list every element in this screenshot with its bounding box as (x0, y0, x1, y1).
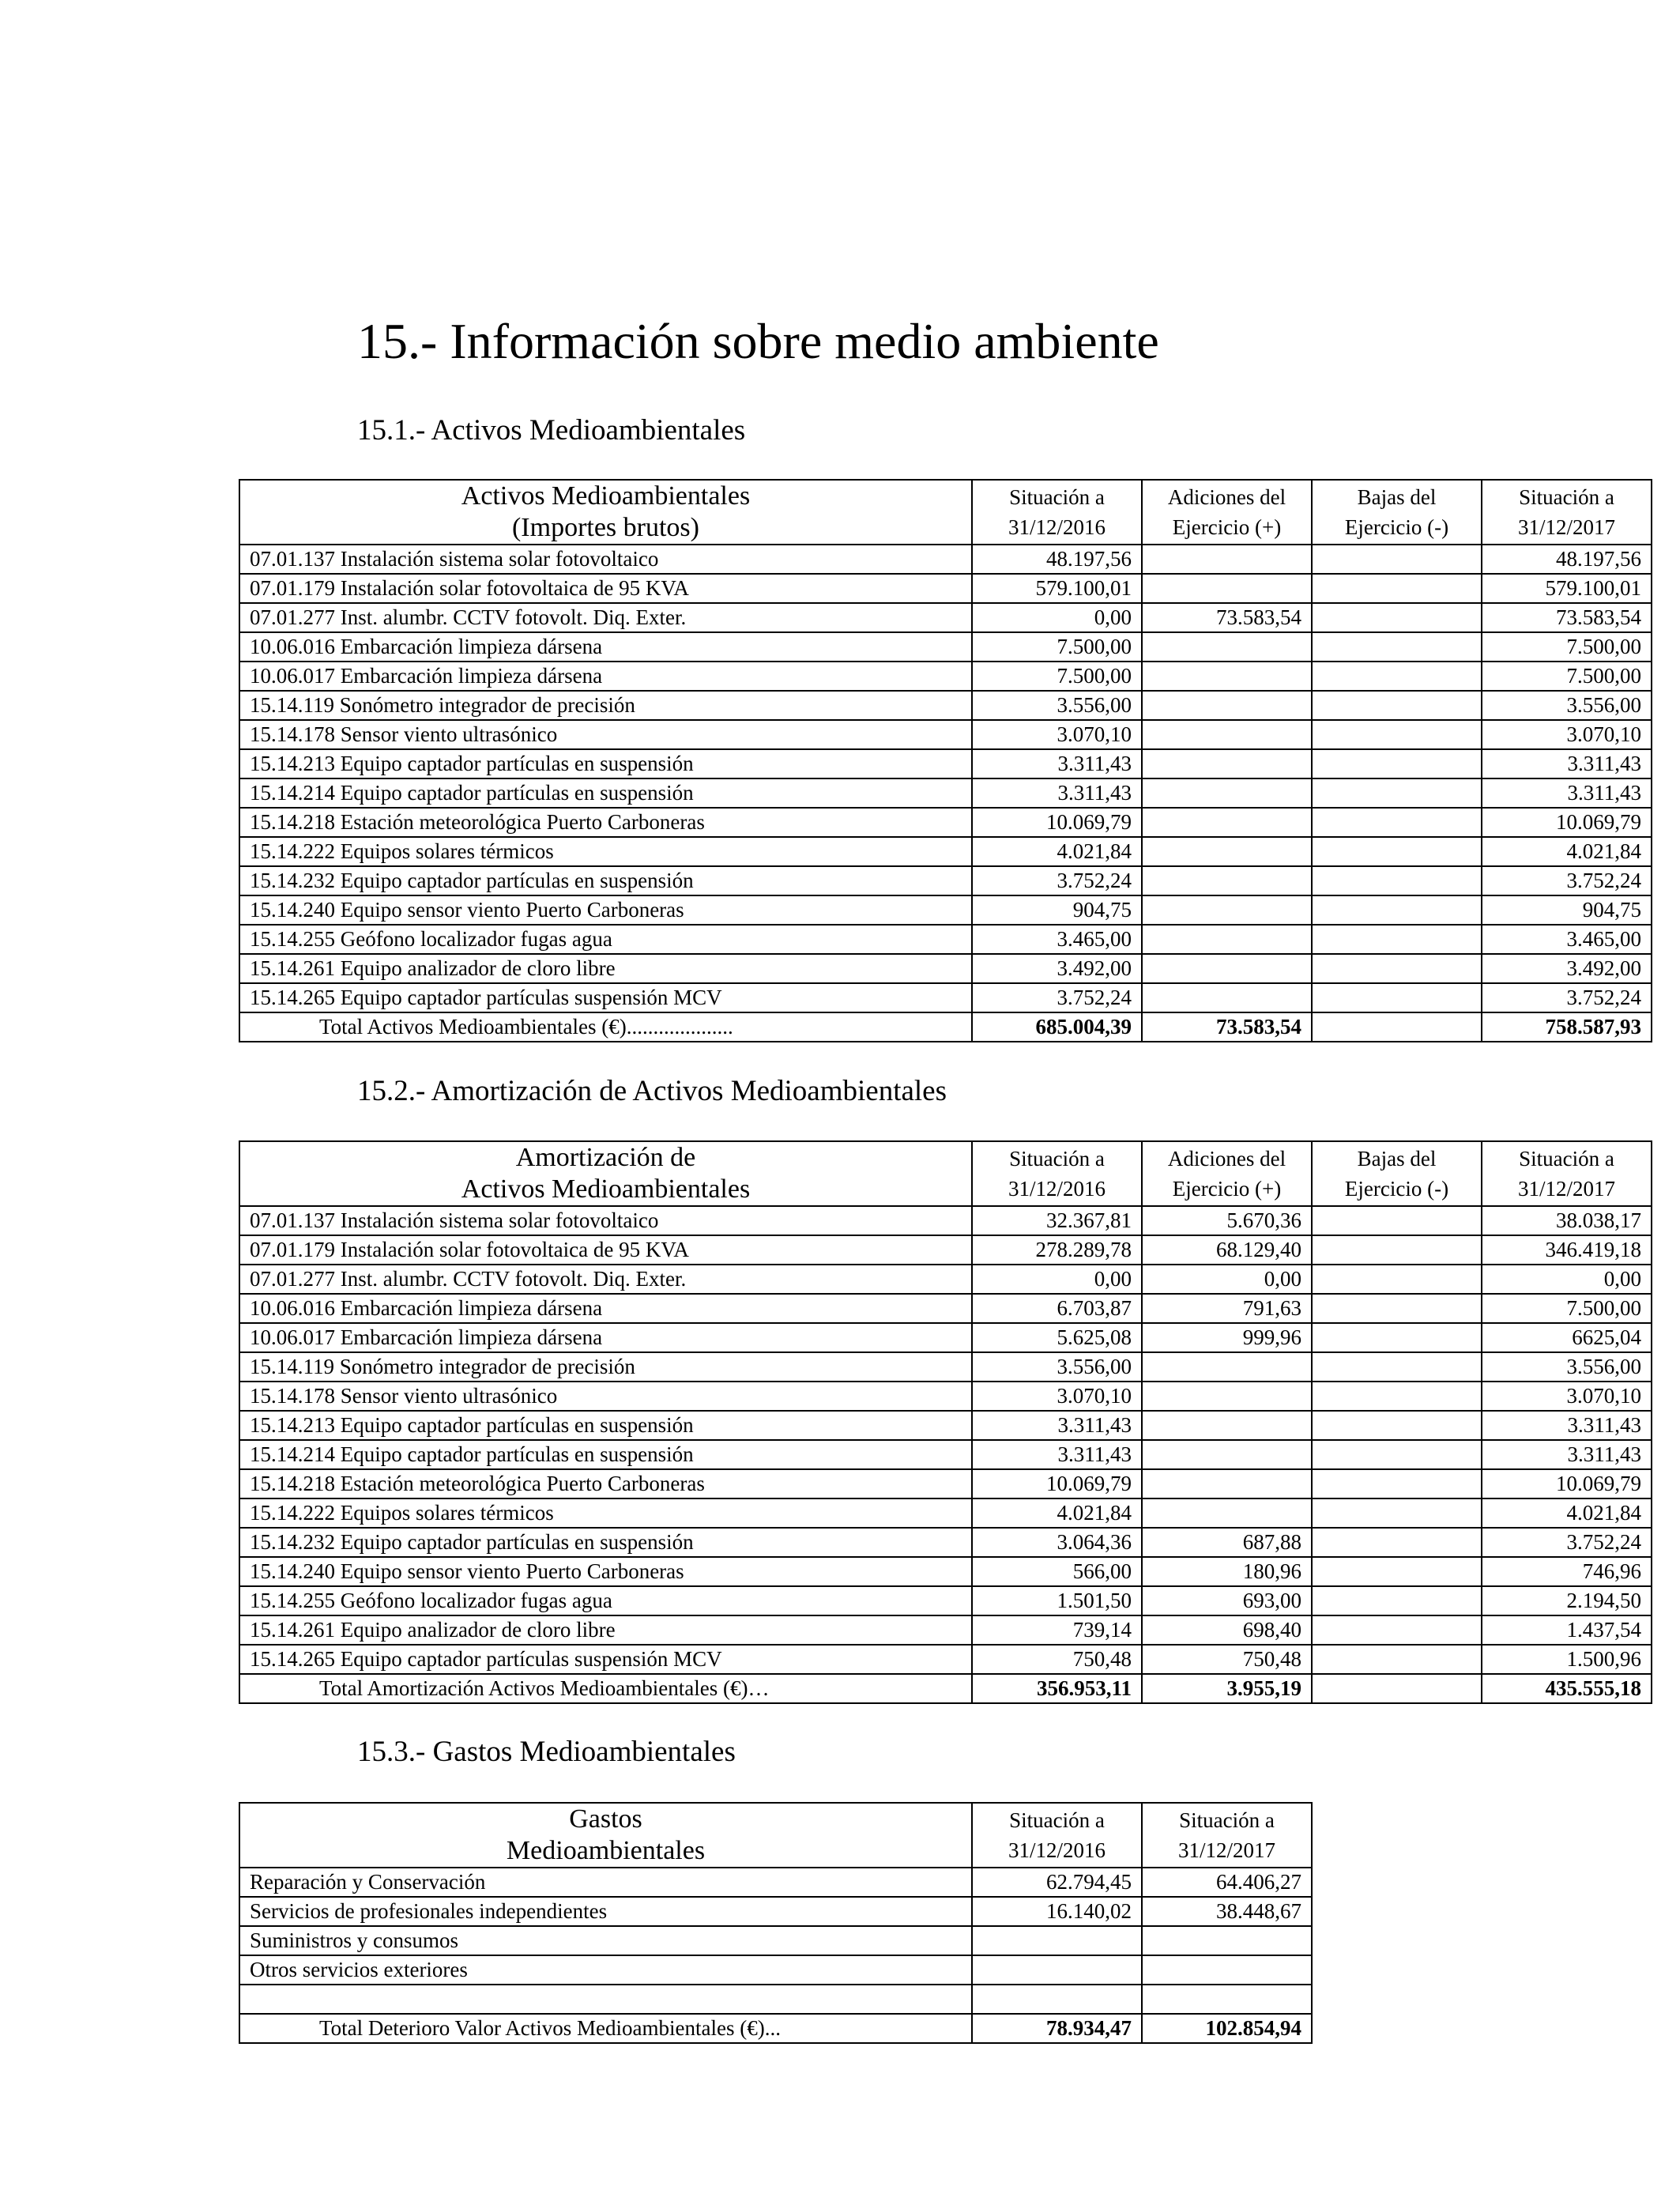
row-value-c3 (1312, 778, 1482, 808)
header-line: Ejercicio (+) (1172, 515, 1282, 540)
header-line: 31/12/2017 (1517, 1177, 1615, 1201)
row-value-c3 (1312, 1323, 1482, 1352)
row-value-c2 (1142, 778, 1312, 808)
header-line: Adiciones del (1167, 484, 1286, 509)
total-label: Total Deterioro Valor Activos Medioambientales (€)... (239, 2014, 972, 2043)
row-value-c2 (1142, 925, 1312, 954)
total-value-c4: 435.555,18 (1482, 1674, 1652, 1703)
header-line: 31/12/2017 (1177, 1838, 1275, 1863)
row-value-c2 (1142, 1411, 1312, 1440)
row-value-c4: 38.038,17 (1482, 1206, 1652, 1235)
row-value-c1: 16.140,02 (972, 1897, 1142, 1926)
row-value-c3 (1312, 691, 1482, 720)
row-value-c1 (972, 1955, 1142, 1985)
row-value-c3 (1312, 1235, 1482, 1265)
row-value-c2 (1142, 954, 1312, 983)
row-value-c2 (1142, 808, 1312, 837)
row-description: 07.01.137 Instalación sistema solar fotovoltaico (239, 545, 972, 574)
gastos-table-body (239, 1868, 1312, 2043)
column-header-situacion-2017 (1142, 1803, 1312, 1868)
column-header-situacion-2016 (972, 1803, 1142, 1868)
row-description: 15.14.261 Equipo analizador de cloro libre (239, 1615, 972, 1645)
row-description: 15.14.240 Equipo sensor viento Puerto Carboneras (239, 1557, 972, 1586)
row-value-c4: 904,75 (1482, 895, 1652, 925)
row-value-c2 (1142, 691, 1312, 720)
header-line: 31/12/2016 (1008, 1838, 1106, 1863)
row-description: Reparación y Conservación (239, 1868, 972, 1897)
row-value-c2 (1142, 749, 1312, 778)
column-header-description (239, 1803, 972, 1868)
gastos-table (239, 1802, 1313, 2044)
total-value-c3 (1312, 1674, 1482, 1703)
row-value-c2: 791,63 (1142, 1294, 1312, 1323)
header-line: Adiciones del (1167, 1146, 1286, 1171)
row-value-c1: 1.501,50 (972, 1586, 1142, 1615)
row-value-c4: 746,96 (1482, 1557, 1652, 1586)
activos-table (239, 479, 1652, 1042)
section-title-amortizacion: 15.2.- Amortización de Activos Medioambientales (357, 1075, 947, 1107)
row-value-c4: 7.500,00 (1482, 1294, 1652, 1323)
row-description: 15.14.218 Estación meteorológica Puerto Carboneras (239, 808, 972, 837)
table-row (239, 1985, 1312, 2014)
row-description: 15.14.213 Equipo captador partículas en suspensión (239, 749, 972, 778)
row-description: 15.14.178 Sensor viento ultrasónico (239, 1382, 972, 1411)
column-header-adiciones (1142, 1141, 1312, 1206)
row-value-c3 (1312, 749, 1482, 778)
header-line: 31/12/2016 (1008, 515, 1106, 540)
row-value-c1: 3.311,43 (972, 1440, 1142, 1469)
row-value-c3 (1312, 1528, 1482, 1557)
row-value-c2 (1142, 574, 1312, 603)
row-value-c2: 73.583,54 (1142, 603, 1312, 632)
row-value-c2 (1142, 1382, 1312, 1411)
table-row (239, 1645, 1652, 1674)
row-value-c3 (1312, 545, 1482, 574)
row-value-c4: 3.465,00 (1482, 925, 1652, 954)
row-value-c3 (1312, 1382, 1482, 1411)
row-description: 07.01.277 Inst. alumbr. CCTV fotovolt. Diq. Exter. (239, 1265, 972, 1294)
row-value-c4: 3.556,00 (1482, 691, 1652, 720)
row-value-c4: 3.752,24 (1482, 866, 1652, 895)
row-description: 15.14.232 Equipo captador partículas en suspensión (239, 1528, 972, 1557)
row-value-c1: 3.556,00 (972, 691, 1142, 720)
table-row (239, 778, 1652, 808)
row-value-c4: 3.492,00 (1482, 954, 1652, 983)
row-value-c4: 10.069,79 (1482, 1469, 1652, 1498)
row-value-c2 (1142, 837, 1312, 866)
row-value-c1: 3.752,24 (972, 983, 1142, 1012)
row-value-c1 (972, 1926, 1142, 1955)
table-row (239, 925, 1652, 954)
row-value-c3 (1312, 954, 1482, 983)
row-value-c4: 3.070,10 (1482, 720, 1652, 749)
row-description: 15.14.218 Estación meteorológica Puerto Carboneras (239, 1469, 972, 1498)
row-value-c1: 10.069,79 (972, 808, 1142, 837)
header-line: Situación a (1009, 484, 1105, 509)
row-value-c4: 1.437,54 (1482, 1615, 1652, 1645)
row-value-c1: 904,75 (972, 895, 1142, 925)
row-description: 15.14.178 Sensor viento ultrasónico (239, 720, 972, 749)
table-row (239, 545, 1652, 574)
row-value-c1: 3.752,24 (972, 866, 1142, 895)
table-row (239, 895, 1652, 925)
table-header-row (239, 1141, 1652, 1206)
row-value-c2: 68.129,40 (1142, 1235, 1312, 1265)
table-row (239, 1352, 1652, 1382)
row-value-c1: 3.311,43 (972, 749, 1142, 778)
total-value-c1: 356.953,11 (972, 1674, 1142, 1703)
row-value-c4: 48.197,56 (1482, 545, 1652, 574)
table-row (239, 837, 1652, 866)
table-row (239, 808, 1652, 837)
row-value-c2 (1142, 866, 1312, 895)
total-value-c3 (1312, 1012, 1482, 1042)
row-description: 07.01.179 Instalación solar fotovoltaica de 95 KVA (239, 1235, 972, 1265)
column-header-situacion-2016 (972, 1141, 1142, 1206)
row-description (239, 1985, 972, 2014)
row-value-c1: 739,14 (972, 1615, 1142, 1645)
row-value-c2: 698,40 (1142, 1615, 1312, 1645)
table-row (239, 1868, 1312, 1897)
header-line: 31/12/2017 (1517, 515, 1615, 540)
header-line: Situación a (1519, 484, 1614, 509)
row-value-c1: 3.311,43 (972, 1411, 1142, 1440)
table-row (239, 720, 1652, 749)
row-value-c3 (1312, 925, 1482, 954)
column-header-situacion-2016 (972, 480, 1142, 545)
row-description: Suministros y consumos (239, 1926, 972, 1955)
table-row (239, 603, 1652, 632)
row-value-c1: 10.069,79 (972, 1469, 1142, 1498)
row-value-c1: 278.289,78 (972, 1235, 1142, 1265)
header-line: Ejercicio (-) (1344, 515, 1449, 540)
total-value-c1: 685.004,39 (972, 1012, 1142, 1042)
table-row (239, 1897, 1312, 1926)
header-line: (Importes brutos) (511, 513, 699, 543)
row-value-c3 (1312, 662, 1482, 691)
row-description: 15.14.255 Geófono localizador fugas agua (239, 1586, 972, 1615)
header-line: Ejercicio (-) (1344, 1177, 1449, 1201)
column-header-situacion-2017 (1482, 480, 1652, 545)
row-description: Otros servicios exteriores (239, 1955, 972, 1985)
row-value-c3 (1312, 808, 1482, 837)
row-description: 10.06.016 Embarcación limpieza dársena (239, 632, 972, 662)
row-value-c4: 3.311,43 (1482, 749, 1652, 778)
row-value-c3 (1312, 632, 1482, 662)
table-row (239, 954, 1652, 983)
row-value-c4: 2.194,50 (1482, 1586, 1652, 1615)
row-value-c2: 5.670,36 (1142, 1206, 1312, 1235)
row-value-c1: 7.500,00 (972, 632, 1142, 662)
total-label: Total Amortización Activos Medioambientales (€)… (239, 1674, 972, 1703)
row-value-c2: 693,00 (1142, 1586, 1312, 1615)
total-row (239, 1674, 1652, 1703)
header-line: Medioambientales (506, 1836, 706, 1866)
row-value-c1: 0,00 (972, 1265, 1142, 1294)
row-value-c4: 4.021,84 (1482, 837, 1652, 866)
table-row (239, 1557, 1652, 1586)
row-value-c2: 64.406,27 (1142, 1868, 1312, 1897)
total-value-c4: 758.587,93 (1482, 1012, 1652, 1042)
row-value-c1: 4.021,84 (972, 1498, 1142, 1528)
row-value-c2 (1142, 720, 1312, 749)
header-line: Situación a (1009, 1146, 1105, 1171)
column-header-bajas (1312, 1141, 1482, 1206)
row-description: 10.06.017 Embarcación limpieza dársena (239, 662, 972, 691)
row-value-c3 (1312, 1557, 1482, 1586)
header-line: Situación a (1009, 1808, 1105, 1832)
header-line: Bajas del (1357, 1146, 1437, 1171)
row-value-c4: 3.311,43 (1482, 778, 1652, 808)
table-row (239, 1206, 1652, 1235)
row-value-c3 (1312, 1352, 1482, 1382)
table-row (239, 691, 1652, 720)
row-value-c1: 0,00 (972, 603, 1142, 632)
row-value-c4: 7.500,00 (1482, 632, 1652, 662)
row-value-c2: 750,48 (1142, 1645, 1312, 1674)
row-value-c4: 4.021,84 (1482, 1498, 1652, 1528)
row-description: 15.14.119 Sonómetro integrador de precisión (239, 1352, 972, 1382)
row-value-c1: 3.070,10 (972, 720, 1142, 749)
row-value-c3 (1312, 1440, 1482, 1469)
row-value-c1: 62.794,45 (972, 1868, 1142, 1897)
row-value-c3 (1312, 895, 1482, 925)
row-value-c4: 73.583,54 (1482, 603, 1652, 632)
row-value-c4: 3.070,10 (1482, 1382, 1652, 1411)
table-row (239, 1294, 1652, 1323)
row-value-c1: 3.070,10 (972, 1382, 1142, 1411)
header-line: Gastos (569, 1804, 642, 1834)
header-line: Situación a (1179, 1808, 1275, 1832)
row-value-c2: 0,00 (1142, 1265, 1312, 1294)
header-line: Activos Medioambientales (461, 481, 751, 511)
row-value-c4: 1.500,96 (1482, 1645, 1652, 1674)
row-value-c1: 3.556,00 (972, 1352, 1142, 1382)
row-value-c3 (1312, 1615, 1482, 1645)
table-row (239, 632, 1652, 662)
row-description: 15.14.240 Equipo sensor viento Puerto Carboneras (239, 895, 972, 925)
row-value-c1: 3.492,00 (972, 954, 1142, 983)
row-value-c1: 3.465,00 (972, 925, 1142, 954)
table-row (239, 1235, 1652, 1265)
row-description: 15.14.232 Equipo captador partículas en suspensión (239, 866, 972, 895)
row-value-c2 (1142, 1469, 1312, 1498)
row-description: 07.01.179 Instalación solar fotovoltaica de 95 KVA (239, 574, 972, 603)
row-value-c3 (1312, 866, 1482, 895)
row-value-c1: 4.021,84 (972, 837, 1142, 866)
page-title: 15.- Información sobre medio ambiente (357, 313, 1159, 369)
row-value-c3 (1312, 1411, 1482, 1440)
row-value-c2 (1142, 662, 1312, 691)
column-header-situacion-2017 (1482, 1141, 1652, 1206)
table-row (239, 983, 1652, 1012)
row-value-c3 (1312, 983, 1482, 1012)
activos-table-body (239, 545, 1652, 1042)
row-value-c4: 10.069,79 (1482, 808, 1652, 837)
section-title-gastos: 15.3.- Gastos Medioambientales (357, 1736, 736, 1768)
row-value-c3 (1312, 1265, 1482, 1294)
row-value-c2: 180,96 (1142, 1557, 1312, 1586)
table-row (239, 1498, 1652, 1528)
row-value-c2 (1142, 1985, 1312, 2014)
row-value-c3 (1312, 574, 1482, 603)
row-value-c3 (1312, 837, 1482, 866)
row-value-c2: 38.448,67 (1142, 1897, 1312, 1926)
amortizacion-table (239, 1140, 1652, 1704)
table-row (239, 1586, 1652, 1615)
table-row (239, 1265, 1652, 1294)
row-value-c4: 3.752,24 (1482, 983, 1652, 1012)
row-description: 15.14.214 Equipo captador partículas en suspensión (239, 1440, 972, 1469)
row-description: Servicios de profesionales independientes (239, 1897, 972, 1926)
table-row (239, 749, 1652, 778)
row-description: 15.14.222 Equipos solares térmicos (239, 837, 972, 866)
column-header-bajas (1312, 480, 1482, 545)
row-value-c1: 32.367,81 (972, 1206, 1142, 1235)
row-value-c1: 6.703,87 (972, 1294, 1142, 1323)
column-header-description (239, 480, 972, 545)
table-row (239, 866, 1652, 895)
table-row (239, 1411, 1652, 1440)
row-value-c4: 0,00 (1482, 1265, 1652, 1294)
row-value-c2 (1142, 983, 1312, 1012)
row-value-c2: 999,96 (1142, 1323, 1312, 1352)
table-row (239, 1440, 1652, 1469)
row-value-c2 (1142, 545, 1312, 574)
section-title-activos: 15.1.- Activos Medioambientales (357, 414, 746, 447)
row-value-c3 (1312, 603, 1482, 632)
row-value-c4: 3.752,24 (1482, 1528, 1652, 1557)
table-row (239, 1382, 1652, 1411)
row-value-c1: 7.500,00 (972, 662, 1142, 691)
row-value-c2 (1142, 1955, 1312, 1985)
total-value-c2: 3.955,19 (1142, 1674, 1312, 1703)
row-value-c4: 3.311,43 (1482, 1411, 1652, 1440)
table-row (239, 1469, 1652, 1498)
row-value-c3 (1312, 1498, 1482, 1528)
row-value-c4: 579.100,01 (1482, 574, 1652, 603)
row-value-c4: 6625,04 (1482, 1323, 1652, 1352)
table-header-row (239, 1803, 1312, 1868)
table-header-row (239, 480, 1652, 545)
row-value-c3 (1312, 1294, 1482, 1323)
row-description: 15.14.255 Geófono localizador fugas agua (239, 925, 972, 954)
total-row (239, 2014, 1312, 2043)
row-value-c4: 3.311,43 (1482, 1440, 1652, 1469)
row-value-c3 (1312, 1645, 1482, 1674)
total-value-c2: 73.583,54 (1142, 1012, 1312, 1042)
row-value-c1: 3.311,43 (972, 778, 1142, 808)
row-value-c3 (1312, 720, 1482, 749)
total-value-c2: 102.854,94 (1142, 2014, 1312, 2043)
row-value-c4: 346.419,18 (1482, 1235, 1652, 1265)
row-value-c1: 750,48 (972, 1645, 1142, 1674)
row-description: 15.14.265 Equipo captador partículas suspensión MCV (239, 983, 972, 1012)
header-line: Bajas del (1357, 484, 1437, 509)
row-value-c4: 3.556,00 (1482, 1352, 1652, 1382)
row-value-c3 (1312, 1586, 1482, 1615)
header-line: Ejercicio (+) (1172, 1177, 1282, 1201)
row-value-c2 (1142, 632, 1312, 662)
row-value-c1: 48.197,56 (972, 545, 1142, 574)
row-value-c2 (1142, 1926, 1312, 1955)
row-description: 10.06.016 Embarcación limpieza dársena (239, 1294, 972, 1323)
row-value-c1: 566,00 (972, 1557, 1142, 1586)
row-value-c1: 579.100,01 (972, 574, 1142, 603)
row-value-c2 (1142, 1440, 1312, 1469)
table-row (239, 662, 1652, 691)
row-description: 10.06.017 Embarcación limpieza dársena (239, 1323, 972, 1352)
row-description: 07.01.137 Instalación sistema solar fotovoltaico (239, 1206, 972, 1235)
table-row (239, 1926, 1312, 1955)
header-line: 31/12/2016 (1008, 1177, 1106, 1201)
table-row (239, 1323, 1652, 1352)
header-line: Amortización de (515, 1143, 696, 1172)
row-description: 15.14.119 Sonómetro integrador de precisión (239, 691, 972, 720)
header-line: Activos Medioambientales (461, 1174, 751, 1204)
row-description: 15.14.222 Equipos solares térmicos (239, 1498, 972, 1528)
row-description: 15.14.213 Equipo captador partículas en suspensión (239, 1411, 972, 1440)
column-header-description (239, 1141, 972, 1206)
row-value-c2: 687,88 (1142, 1528, 1312, 1557)
column-header-adiciones (1142, 480, 1312, 545)
row-value-c2 (1142, 895, 1312, 925)
table-row (239, 574, 1652, 603)
table-row (239, 1955, 1312, 1985)
row-value-c3 (1312, 1206, 1482, 1235)
row-description: 07.01.277 Inst. alumbr. CCTV fotovolt. Diq. Exter. (239, 603, 972, 632)
row-value-c2 (1142, 1498, 1312, 1528)
row-value-c3 (1312, 1469, 1482, 1498)
row-value-c4: 7.500,00 (1482, 662, 1652, 691)
total-row (239, 1012, 1652, 1042)
row-value-c1 (972, 1985, 1142, 2014)
row-value-c1: 5.625,08 (972, 1323, 1142, 1352)
row-value-c2 (1142, 1352, 1312, 1382)
total-value-c1: 78.934,47 (972, 2014, 1142, 2043)
table-row (239, 1615, 1652, 1645)
row-description: 15.14.265 Equipo captador partículas suspensión MCV (239, 1645, 972, 1674)
table-row (239, 1528, 1652, 1557)
row-value-c1: 3.064,36 (972, 1528, 1142, 1557)
header-line: Situación a (1519, 1146, 1614, 1171)
amortizacion-table-body (239, 1206, 1652, 1703)
row-description: 15.14.214 Equipo captador partículas en suspensión (239, 778, 972, 808)
row-description: 15.14.261 Equipo analizador de cloro libre (239, 954, 972, 983)
total-label: Total Activos Medioambientales (€).................... (239, 1012, 972, 1042)
